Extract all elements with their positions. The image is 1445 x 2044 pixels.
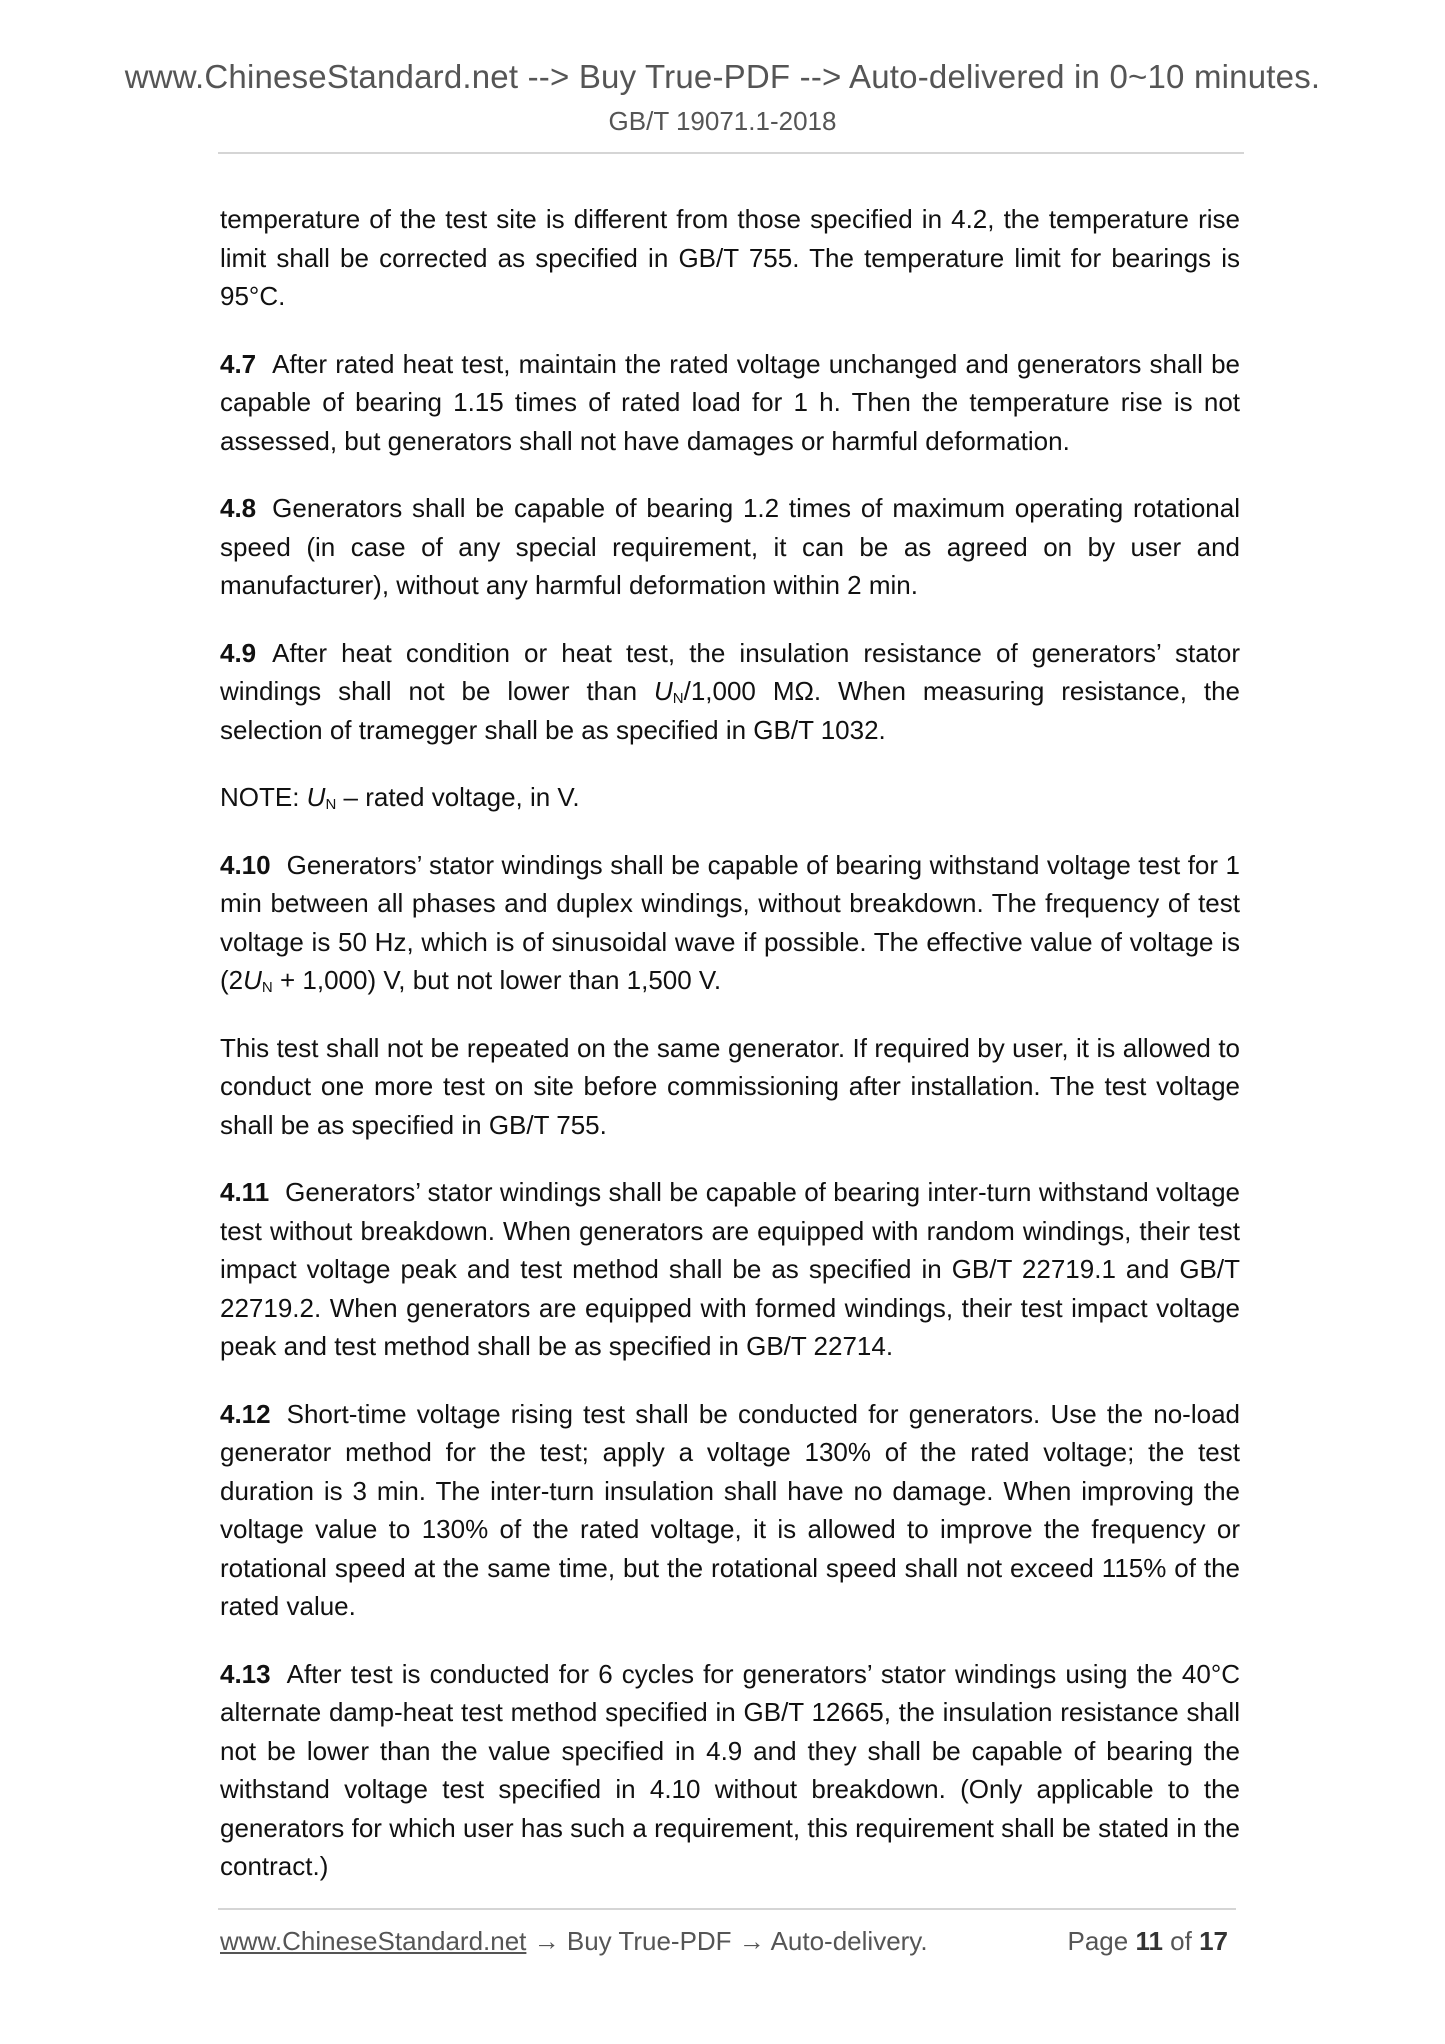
clause-number: 4.11 <box>220 1177 270 1207</box>
header-banner: www.ChineseStandard.net --> Buy True-PDF --> Auto-delivered in 0~10 minutes. <box>124 58 1321 95</box>
clause-number: 4.7 <box>220 348 257 379</box>
symbol-u: U <box>243 965 262 995</box>
clause-number: 4.13 <box>220 1658 271 1689</box>
clause-number: 4.10 <box>220 849 271 880</box>
clause-4-7 <box>220 345 1240 461</box>
clause-4-12 <box>220 1395 1240 1626</box>
symbol-subscript: N <box>672 690 684 707</box>
symbol-subscript: N <box>325 796 337 813</box>
clause-text: After rated heat test, maintain the rated voltage unchanged and generators shall be capable of bearing 1.15 times of rated load for 1 h. Then the temperature rise is not assessed, but generators shall not have damages or harmful deformation. <box>220 348 1240 456</box>
page-indicator <box>1067 1926 1228 1957</box>
clause-number: 4.12 <box>220 1398 271 1429</box>
clause-4-9 <box>220 634 1240 750</box>
symbol-u: U <box>653 676 673 706</box>
page-label: Page <box>1067 1926 1136 1956</box>
clause-4-8 <box>220 489 1240 605</box>
footer <box>220 1926 1236 1957</box>
clause-number: 4.9 <box>220 637 257 668</box>
symbol-u: U <box>306 782 326 812</box>
footer-link[interactable]: www.ChineseStandard.net <box>220 1926 527 1956</box>
note <box>220 778 1240 817</box>
clause-text-continued: /1,000 MΩ. When measuring resistance, the selection of tramegger shall be as specified in GB/T 1032. <box>220 676 1241 745</box>
clause-4-13 <box>220 1655 1240 1886</box>
clause-4-10 <box>220 846 1240 1000</box>
page-of-label: of <box>1162 1926 1200 1956</box>
document-id: GB/T 19071.1-2018 <box>608 106 837 136</box>
page-content <box>220 200 1240 1915</box>
clause-4-11 <box>220 1173 1240 1366</box>
note-prefix: NOTE: <box>220 782 307 812</box>
footer-tagline: → Buy True-PDF → Auto-delivery. <box>526 1926 928 1956</box>
clause-4-10-paragraph-2: This test shall not be repeated on the same generator. If required by user, it is allowed to conduct one more test on site before commissioning after installation. The test voltage shall be as specified in GB/T 755. <box>220 1032 1240 1140</box>
clause-text: Generators shall be capable of bearing 1.2 times of maximum operating rotational speed (in case of any special requirement, it can be as agreed on by user and manufacturer), without any harmful deformation within 2 min. <box>220 493 1240 600</box>
page-total: 17 <box>1199 1926 1228 1956</box>
symbol-subscript: N <box>261 979 273 996</box>
footer-divider <box>218 1908 1236 1910</box>
page-number: 11 <box>1135 1926 1163 1956</box>
clause-number: 4.8 <box>220 493 257 523</box>
clause-text: After heat condition or heat test, the insulation resistance of generators’ stator windings shall not be lower than <box>220 637 1240 706</box>
continuation-paragraph: temperature of the test site is different from those specified in 4.2, the temperature rise limit shall be corrected as specified in GB/T 755. The temperature limit for bearings is 95°C. <box>220 204 1240 311</box>
clause-text: After test is conducted for 6 cycles for generators’ stator windings using the 40°C alternate damp-heat test method specified in GB/T 12665, the insulation resistance shall not be lower than the value specified in 4.9 and they shall be capable of bearing the withstand voltage test specified in 4.10 without breakdown. (Only applicable to the generators for which user has such a requirement, this requirement shall be stated in the contract.) <box>220 1658 1240 1881</box>
clause-text: Generators’ stator windings shall be capable of bearing inter-turn withstand voltage test without breakdown. When generators are equipped with random windings, their test impact voltage peak and test method shall be as specified in GB/T 22719.1 and GB/T 22719.2. When generators are equipped with formed windings, their test impact voltage peak and test method shall be as specified in GB/T 22714. <box>220 1177 1240 1361</box>
clause-text-continued: + 1,000) V, but not lower than 1,500 V. <box>272 965 722 995</box>
clause-text: Short-time voltage rising test shall be conducted for generators. Use the no-load generator method for the test; apply a voltage 130% of the rated voltage; the test duration is 3 min. The inter-turn insulation shall have no damage. When improving the voltage value to 130% of the rated voltage, it is allowed to improve the frequency or rotational speed at the same time, but the rotational speed shall not exceed 115% of the rated value. <box>220 1398 1240 1621</box>
header-divider <box>218 152 1244 154</box>
clause-text: Generators’ stator windings shall be capable of bearing withstand voltage test for 1 min between all phases and duplex windings, without breakdown. The frequency of test voltage is 50 Hz, which is of sinusoidal wave if possible. The effective value of voltage is (2 <box>220 849 1240 995</box>
note-text: – rated voltage, in V. <box>336 782 580 812</box>
